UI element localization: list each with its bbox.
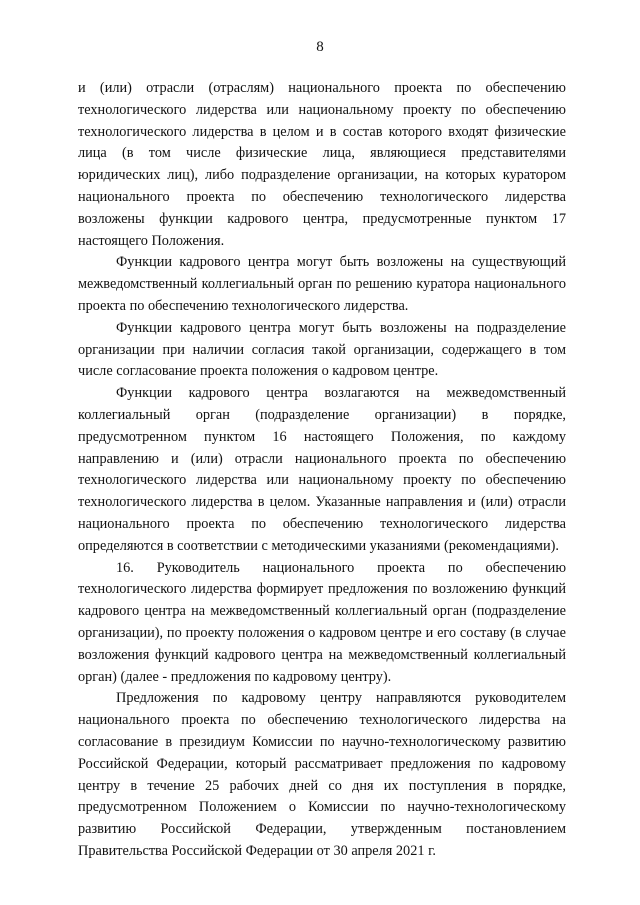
paragraph-assignment-procedure: Функции кадрового центра возлагаются на межведомственный коллегиальный орган (подразделение организации) в порядке, предусмотренном пунктом 16 настоящего Положения, по каждому направлению и (или) отрасли национального проекта по обеспечению технологического лидерства или национальному проекту по обеспечению технологического лидерства в целом. Указанные направления и (или) отрасли национального проекта по обеспечению технологического лидерства определяются в соответствии с методическими указаниями (рекомендациями).	[78, 385, 566, 554]
paragraph-approval-procedure: Предложения по кадровому центру направляются руководителем национального проекта по обеспечению технологического лидерства на согласование в президиум Комиссии по научно-технологическому развитию Российской Федерации, который рассматривает предложения по кадровому центру в течение 25 рабочих дней со дня их поступления в порядке, предусмотренном Положением о Комиссии по научно-технологическому развитию Российской Федерации, утвержденным постановлением Правительства Российской Федерации от 30 апреля 2021 г.	[78, 690, 566, 859]
document-body	[78, 78, 566, 863]
page-number: 8	[316, 39, 324, 55]
paragraph-continuation: и (или) отрасли (отраслям) национального проекта по обеспечению технологического лидерства или национальному проекту по обеспечению технологического лидерства в целом и в состав которого входят физические лица (в том числе физические лица, являющиеся представителями юридических лиц), либо подразделение организации, на которых куратором национального проекта по обеспечению технологического лидерства возложены функции кадрового центра, предусмотренные пунктом 17 настоящего Положения.	[78, 80, 566, 249]
paragraph-item-16: 16. Руководитель национального проекта по обеспечению технологического лидерства формирует предложения по возложению функций кадрового центра на межведомственный коллегиальный орган (подразделение организации), по проекту положения о кадровом центре и его составу (в случае возложения функций кадрового центра на межведомственный коллегиальный орган) (далее - предложения по кадровому центру).	[78, 559, 566, 685]
paragraph-existing-body: Функции кадрового центра могут быть возложены на существующий межведомственный коллегиальный орган по решению куратора национального проекта по обеспечению технологического лидерства.	[78, 254, 566, 314]
paragraph-organization-unit: Функции кадрового центра могут быть возложены на подразделение организации при наличии согласия такой организации, содержащего в том числе согласование проекта положения о кадровом центре.	[78, 319, 566, 380]
